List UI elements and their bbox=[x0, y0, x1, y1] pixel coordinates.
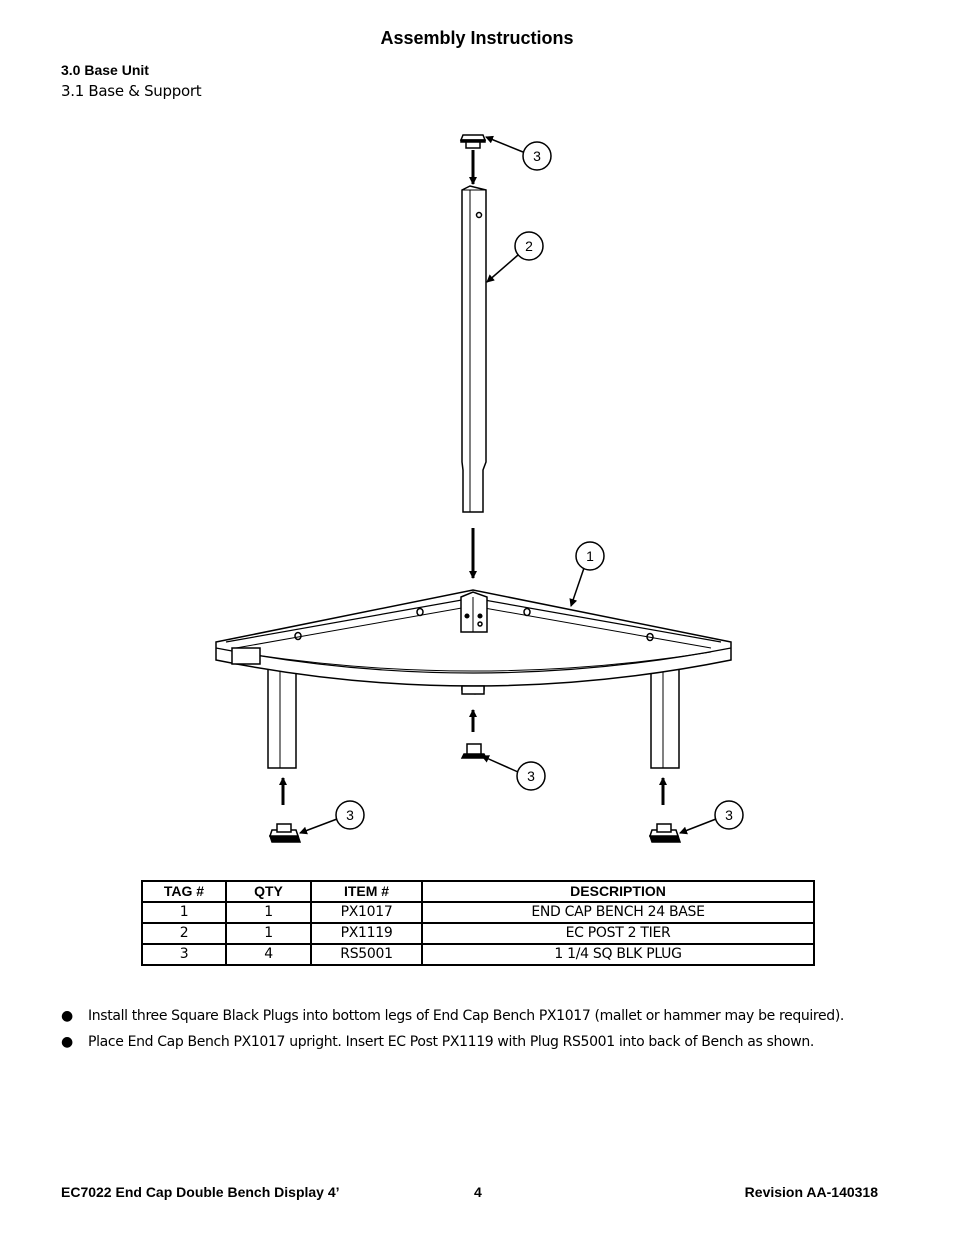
list-item bbox=[61, 1005, 911, 1031]
top-plug-part bbox=[461, 135, 485, 148]
column-header: QTY bbox=[226, 881, 311, 902]
item-cell: PX1017 bbox=[311, 902, 422, 923]
parts-table bbox=[141, 880, 815, 966]
description-cell: 1 1/4 SQ BLK PLUG bbox=[422, 944, 814, 965]
instruction-text: Install three Square Black Plugs into bottom legs of End Cap Bench PX1017 (mallet or hammer may be required). bbox=[88, 1008, 845, 1024]
table-row bbox=[142, 902, 814, 923]
callout-label: 3 bbox=[346, 807, 354, 823]
description-cell: EC POST 2 TIER bbox=[422, 923, 814, 944]
bullet-icon: ● bbox=[61, 1034, 73, 1050]
column-header: DESCRIPTION bbox=[422, 881, 814, 902]
qty-cell: 1 bbox=[226, 902, 311, 923]
page-title: Assembly Instructions bbox=[380, 28, 574, 48]
bullet-icon: ● bbox=[61, 1008, 73, 1024]
column-header: ITEM # bbox=[311, 881, 422, 902]
footer-document-title: EC7022 End Cap Double Bench Display 4’ bbox=[61, 1184, 340, 1200]
section-heading: 3.0 Base Unit bbox=[61, 62, 149, 78]
list-item bbox=[61, 1031, 911, 1057]
callout-label: 1 bbox=[586, 548, 594, 564]
description-cell: END CAP BENCH 24 BASE bbox=[422, 902, 814, 923]
left-plug-part bbox=[270, 824, 300, 842]
subsection-heading: 3.1 Base & Support bbox=[61, 82, 202, 100]
item-cell: RS5001 bbox=[311, 944, 422, 965]
tag-cell: 2 bbox=[142, 923, 226, 944]
table-row bbox=[142, 923, 814, 944]
callout-label: 3 bbox=[533, 148, 541, 164]
qty-cell: 1 bbox=[226, 923, 311, 944]
instruction-list bbox=[61, 1005, 911, 1057]
right-plug-part bbox=[650, 824, 680, 842]
footer-revision: Revision AA-140318 bbox=[744, 1184, 878, 1200]
instruction-text: Place End Cap Bench PX1017 upright. Insert EC Post PX1119 with Plug RS5001 into back of Bench as shown. bbox=[88, 1034, 814, 1050]
assembly-diagram bbox=[0, 120, 954, 860]
table-header-row bbox=[142, 881, 814, 902]
callout-label: 3 bbox=[725, 807, 733, 823]
callout-label: 3 bbox=[527, 768, 535, 784]
column-header: TAG # bbox=[142, 881, 226, 902]
item-cell: PX1119 bbox=[311, 923, 422, 944]
post-part bbox=[462, 186, 486, 512]
callout-label: 2 bbox=[525, 238, 533, 254]
tag-cell: 1 bbox=[142, 902, 226, 923]
tag-cell: 3 bbox=[142, 944, 226, 965]
qty-cell: 4 bbox=[226, 944, 311, 965]
bench-frame-part bbox=[216, 590, 731, 768]
table-row bbox=[142, 944, 814, 965]
footer-page-number: 4 bbox=[474, 1184, 482, 1200]
